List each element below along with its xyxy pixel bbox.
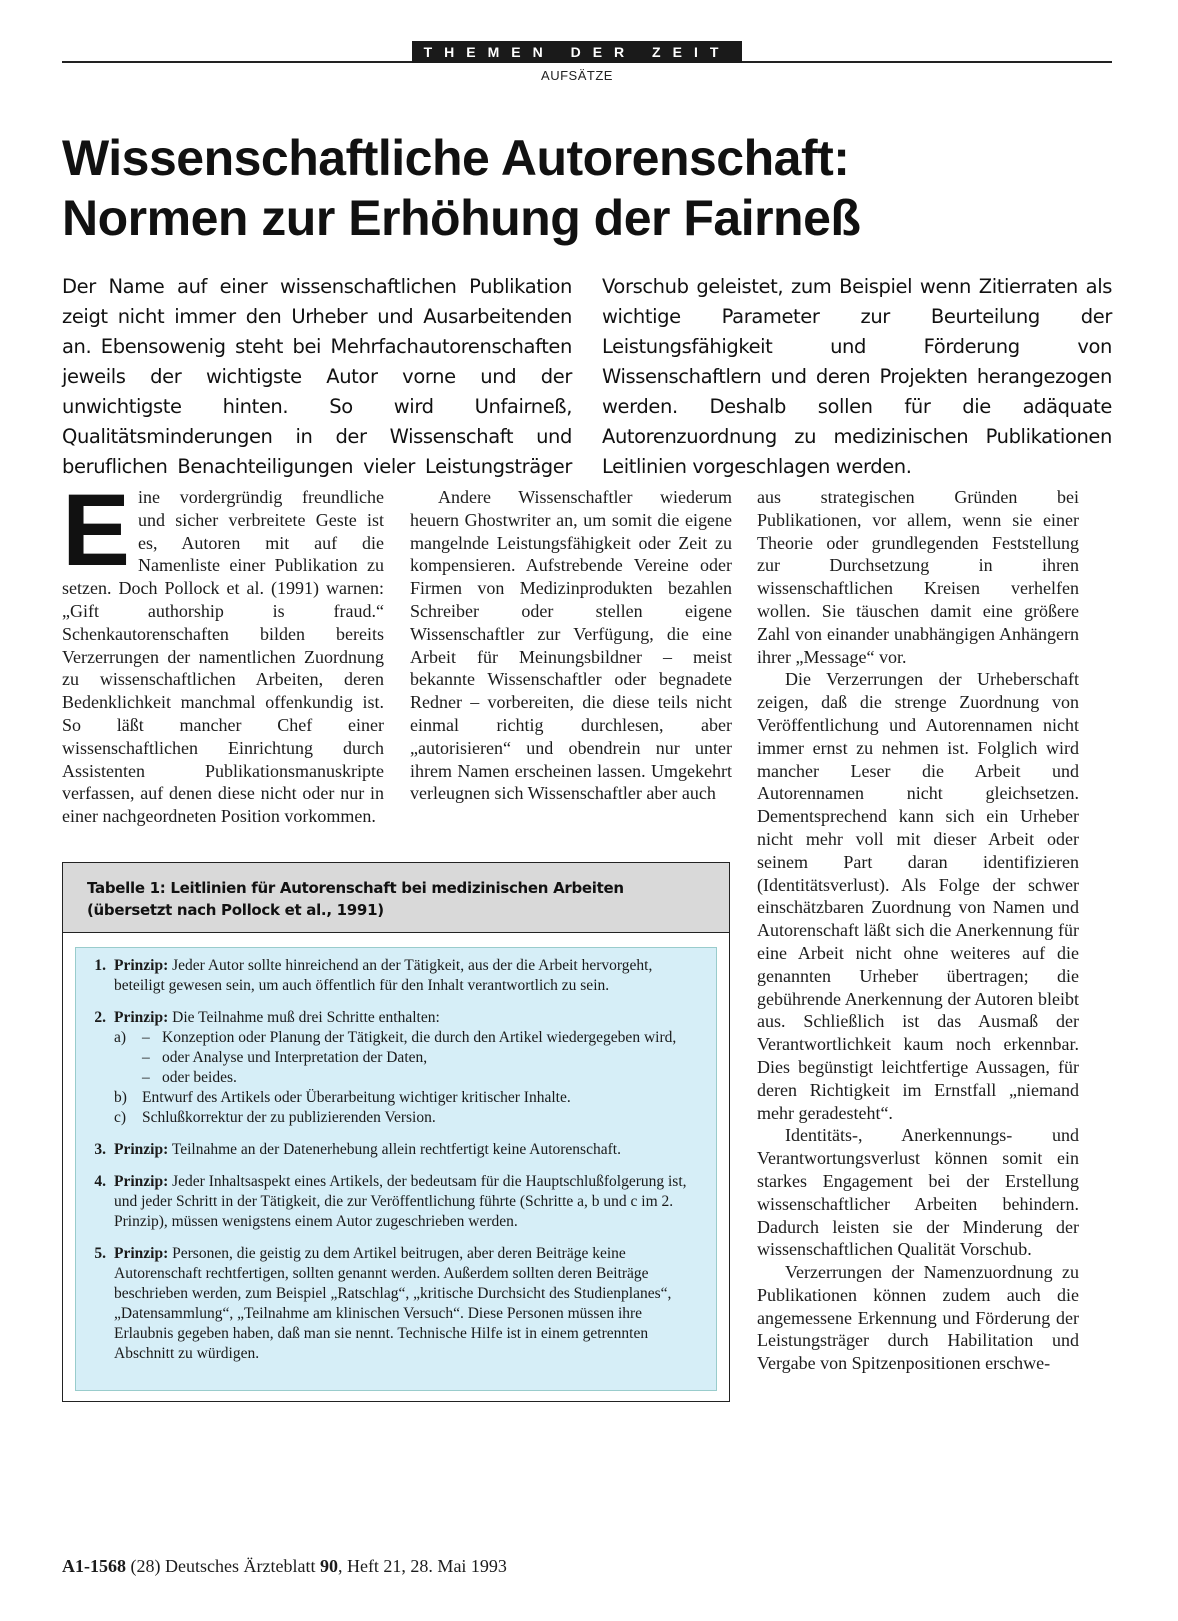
principle-number: 1. [94,957,106,974]
step-c: c) Schlußkorrektur der zu publizierenden Version. [114,1109,436,1126]
principle-text: Personen, die geistig zu dem Artikel beitrugen, aber deren Beiträge keine Autorenschaft rechtfertigen, sollten genannt werden. Außerdem sollten deren Beiträge beschrieben werden, zum Beispiel „Ratschlag“, „kritische Durchsicht des Studienplanes“, „Datensammlung“, „Teilnahme am klinischen Versuch“. Diese Personen müssen ihre Erlaubnis gegeben haben, daß man sie nennt. Technische Hilfe ist in einem getrennten Abschnitt zu würdigen. [114,1245,672,1362]
page-code: A1-1568 [62,1556,126,1576]
step-b: b) Entwurf des Artikels oder Überarbeitung wichtiger kritischer Inhalte. [114,1089,571,1106]
body-paragraph: Verzerrungen der Namenzuordnung zu Publikationen können zudem auch die angemessene Erkennung und Förderung der Leistungsträger durch Habilitation und Vergabe von Spitzenpositionen erschwe- [757,1262,1079,1374]
body-paragraph: Andere Wissenschaftler wiederum heuern Ghostwriter an, um somit die eigene mangelnde Leistungsfähigkeit oder Zeit zu kompensieren. Aufstrebende Vereine oder Firmen von Medizinprodukten bezahlen Schreiber oder stellen eigene Wissenschaftler zur Verfügung, die eine Arbeit für Meinungsbildner – meist bekannte Wissenschaftler oder begnadete Redner – vorbereiten, die diese teils nicht einmal richtig durchlesen, aber „autorisieren“ und obendrein nur unter ihrem Namen erscheinen lassen. Umgekehrt verleugnen sich Wissenschaftler aber auch [410,487,732,804]
principle-item [86,1172,698,1232]
body-text: ine vordergründig freundliche und sicher verbreitete Geste ist es, Autoren mit auf die Namenliste einer Publikation zu setzen. Doch Pollock et al. (1991) warnen: „Gift authorship is fraud.“ Schenkautorenschaften bilden bereits Verzerrungen der namentlichen Zuordnung zu wissenschaftlichen Arbeiten, deren Bedenklichkeit manchmal offenkundig ist. So läßt mancher Chef einer wissenschaftlichen Einrichtung durch Assistenten Publikationsmanuskripte verfassen, auf denen diese nicht oder nur in einer nachgeordneten Position vorkommen. [62,487,384,827]
title-line-1: Wissenschaftliche Autorenschaft: [62,130,850,186]
body-column-3 [757,486,1079,1375]
subsection-label: AUFSÄTZE [541,68,613,83]
journal-volume: 90 [319,1556,338,1576]
table-caption: Tabelle 1: Leitlinien für Autorenschaft bei medizinischen Arbeiten (übersetzt nach Pollock et al., 1991) [63,863,729,933]
title-line-2: Normen zur Erhöhung der Fairneß [62,190,861,246]
body-column-2 [410,486,732,805]
step-a: a) – Konzeption oder Planung der Tätigkeit, die durch den Artikel wiedergegeben wird, – oder Analyse und Interpretation der Daten, – oder beides. [114,1029,677,1086]
principle-text: Teilnahme an der Datenerhebung allein rechtfertigt keine Autorenschaft. [171,1141,621,1158]
guidelines-table [62,862,730,1402]
principle-item [86,1140,698,1160]
page-footer [62,1556,507,1577]
principle-label: Prinzip: [114,957,169,974]
principle-item [86,1008,698,1128]
principle-item [86,1244,698,1364]
section-label: THEMEN DER ZEIT [412,41,742,63]
principle-label: Prinzip: [114,1009,169,1026]
principle-number: 2. [94,1009,106,1026]
principle-text: Die Teilnahme muß drei Schritte enthalten: [172,1009,440,1026]
principle-text: Jeder Autor sollte hinreichend an der Tätigkeit, aus der die Arbeit hervorgeht, beteiligt gewesen sein, um auch öffentlich für den Inhalt verantwortlich zu sein. [114,957,653,994]
lead-paragraph: Der Name auf einer wissenschaftlichen Publikation zeigt nicht immer den Urheber und Ausarbeitenden an. Ebensowenig steht bei Mehrfachautorenschaften jeweils der wichtigste Autor vorne und der unwichtigste hinten. So wird Unfairneß, Qualitätsminderungen in der Wissenschaft und beruflichen Benachteiligungen vieler Leistungsträger Vorschub geleistet, zum Beispiel wenn Zitierraten als wichtige Parameter zur Beurteilung der Leistungsfähigkeit und Förderung von Wissenschaftlern und deren Projekten herangezogen werden. Deshalb sollen für die adäquate Autorenzuordnung zu medizinischen Publikationen Leitlinien vorgeschlagen werden. [62,275,1112,478]
body-paragraph [62,473,384,828]
body-paragraph: Die Verzerrungen der Urheberschaft zeigen, daß die strenge Zuordnung von Veröffentlichung und Autorennamen nicht immer ernst zu nehmen ist. Folglich wird mancher Leser die Arbeit und Autorennamen nicht gleichsetzen. Dementsprechend kann sich ein Urheber nicht mehr voll mit dieser Arbeit oder seinem Part daran identifizieren (Identitätsverlust). Als Folge der schwer einschätzbaren Zuordnung von Namen und Autorenschaft läßt sich die Anerkennung für eine Arbeit nicht ohne weiteres auf die genannten Urheber übertragen; die gebührende Anerkennung der Autoren bleibt aus. Schließlich ist das Ausmaß der Verantwortlichkeit kaum noch erkennbar. Dies begünstigt leichtfertige Aussagen, für deren Richtigkeit im Ernstfall „niemand mehr geradesteht“. [757,669,1079,1123]
principle-item [86,956,698,996]
body-paragraph: aus strategischen Gründen bei Publikationen, vor allem, wenn sie einer Theorie oder grundlegenden Feststellung zur Durchsetzung in ihren wissenschaftlichen Kreisen verhelfen wollen. Sie täuschen damit eine größere Zahl von einander unabhängigen Anhängern ihrer „Message“ vor. [757,487,1079,667]
principle-number: 4. [94,1173,106,1190]
article-title [62,128,1112,248]
journal-name: Deutsches Ärzteblatt [165,1556,316,1576]
principle-number: 3. [94,1141,106,1158]
principle-label: Prinzip: [114,1245,169,1262]
page-number: (28) [130,1556,161,1576]
body-paragraph: Identitäts-, Anerkennungs- und Verantwortungsverlust können somit ein starkes Engagement bei der Erstellung wissenschaftlicher Arbeiten behindern. Dadurch leisten sie der Minderung der wissenschaftlichen Qualität Vorschub. [757,1125,1079,1260]
principle-label: Prinzip: [114,1173,169,1190]
drop-cap: E [62,473,131,587]
body-column-1 [62,473,384,828]
issue-date: , Heft 21, 28. Mai 1993 [337,1556,507,1576]
table-body [75,947,717,1391]
principle-text: Jeder Inhaltsaspekt eines Artikels, der bedeutsam für die Hauptschlußfolgerung ist, und jeder Schritt in der Tätigkeit, die zur Veröffentlichung führte (Schritte a, b und c im 2. Prinzip), müssen wenigstens einem Autor zugeschrieben werden. [114,1173,687,1230]
principle-number: 5. [94,1245,106,1262]
principle-label: Prinzip: [114,1141,169,1158]
